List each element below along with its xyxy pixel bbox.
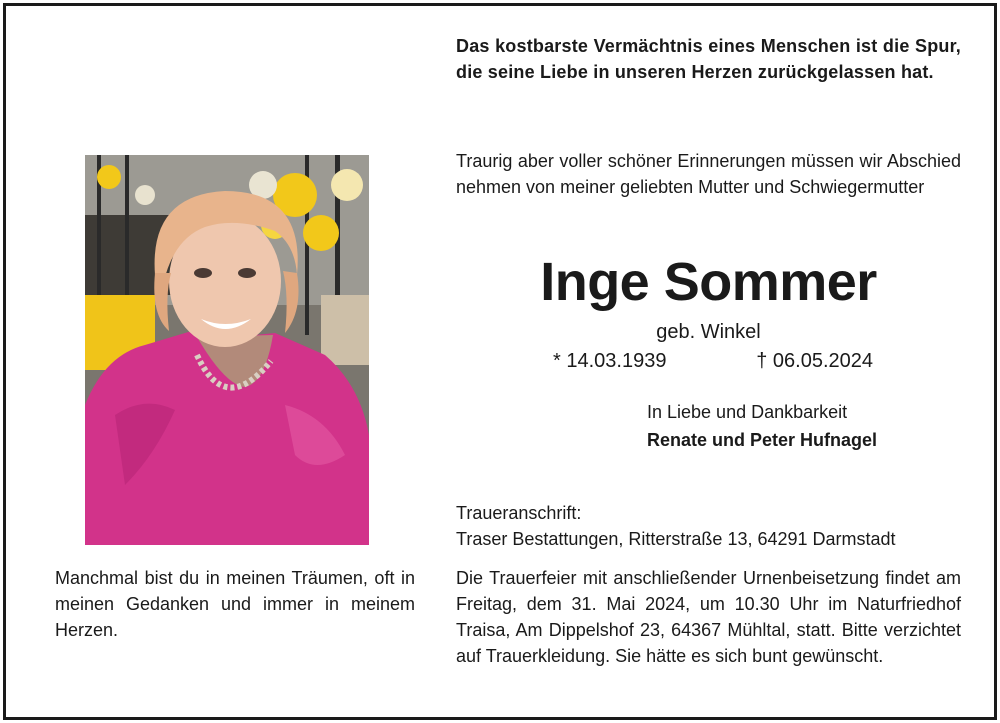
closing-line: In Liebe und Dankbarkeit: [647, 402, 848, 422]
birth-date: * 14.03.1939: [553, 350, 667, 372]
ceremony-info: Die Trauerfeier mit anschließender Urnenbeisetzung findet am Freitag, dem 31. Mai 2024, um 10.30 Uhr im Naturfriedhof Traisa, Am Dippelshof 23, 64367 Mühltal, statt. Bitte verzichtet auf Trauerkleidung. Sie hätte es sich bunt gewünscht.: [456, 568, 961, 666]
intro-text: Traurig aber voller schöner Erinnerungen müssen wir Abschied nehmen von meiner geliebten Mutter und Schwiegermutter: [456, 151, 961, 197]
life-dates: [553, 347, 873, 375]
address-text: Traser Bestattungen, Ritterstraße 13, 64291 Darmstadt: [456, 529, 896, 549]
family-names: Renate und Peter Hufnagel: [647, 430, 878, 450]
motto-quote: Das kostbarste Vermächtnis eines Menschen ist die Spur, die seine Liebe in unseren Herzen zurückgelassen hat.: [456, 36, 961, 82]
portrait-photo: [85, 155, 369, 545]
address-label: Traueranschrift:: [456, 503, 582, 523]
deceased-name: Inge Sommer: [540, 252, 877, 312]
death-date: † 06.05.2024: [756, 350, 873, 372]
poem-text: Manchmal bist du in meinen Träumen, oft in meinen Gedanken und immer in meinem Herzen.: [55, 568, 415, 640]
mourning-address: [456, 500, 966, 552]
maiden-name: geb. Winkel: [656, 321, 761, 343]
